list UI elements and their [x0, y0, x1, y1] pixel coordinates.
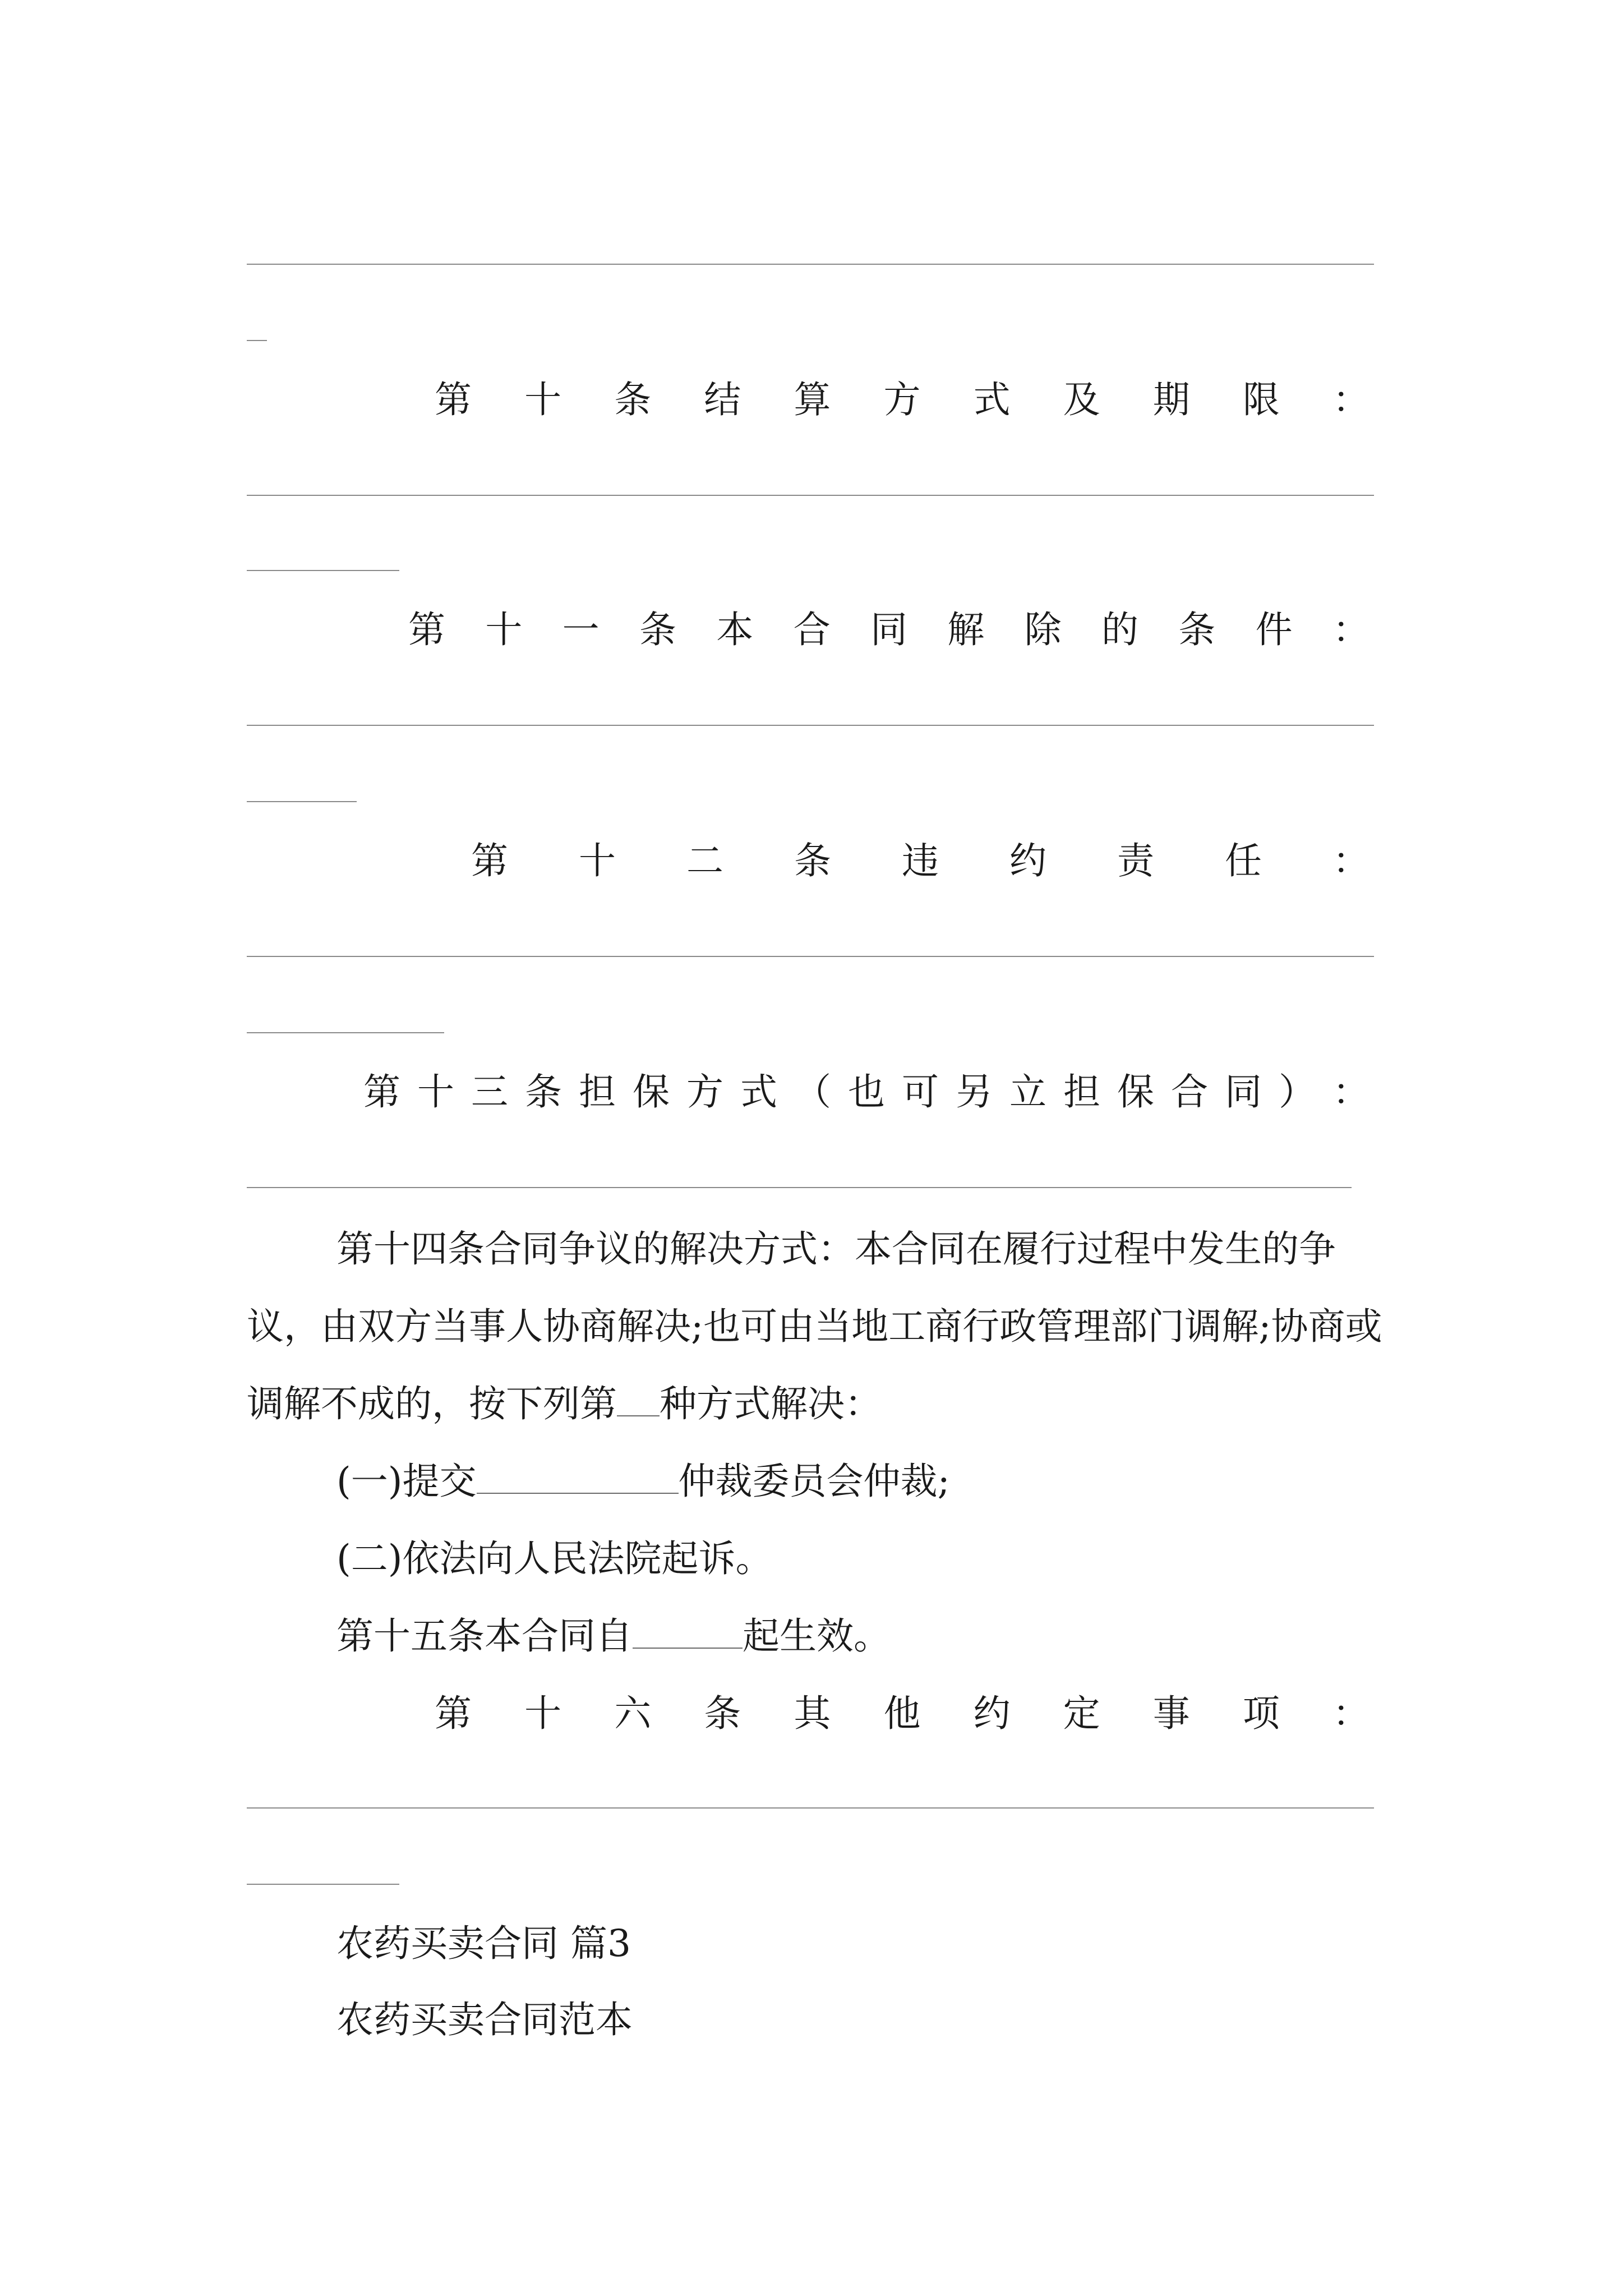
- heading-char: ：: [1332, 839, 1370, 882]
- heading-char: （: [794, 1070, 831, 1114]
- heading-char: 定: [1063, 1692, 1100, 1735]
- heading-char: 约: [973, 1692, 1011, 1735]
- article-14-paragraph: 第十四条合同争议的解决方式：本合同在履行过程中发生的争议，由双方当事人协商解决;也可由当地工商行政管理部门调解;协商或调解不成的，按下列第 种方式解决：: [247, 1227, 1382, 1425]
- effective-date-blank: [633, 1614, 743, 1649]
- fill-in-line-tail: [247, 801, 357, 802]
- heading-char: ：: [1332, 608, 1370, 651]
- fill-in-line: [247, 264, 1374, 265]
- fill-in-line: [247, 725, 1374, 726]
- heading-char: 同: [870, 608, 907, 651]
- heading-char: 解: [947, 608, 985, 651]
- heading-char: 条: [639, 608, 676, 651]
- heading-char: 式: [973, 378, 1011, 421]
- article-15-paragraph: 第十五条本合同自 起生效。: [336, 1614, 891, 1658]
- heading-char: 十: [524, 1692, 562, 1735]
- heading-char: 责: [1117, 839, 1154, 882]
- heading-char: 十: [579, 839, 616, 882]
- heading-char: 也: [848, 1070, 885, 1114]
- heading-char: 方: [883, 378, 921, 421]
- heading-char: 担: [1063, 1070, 1100, 1114]
- heading-char: 第: [435, 1692, 472, 1735]
- heading-char: 件: [1255, 608, 1293, 651]
- heading-char: 条: [704, 1692, 741, 1735]
- heading-char: 限: [1242, 378, 1280, 421]
- heading-char: 同: [1225, 1070, 1262, 1114]
- article-16-heading: [435, 1688, 1370, 1739]
- fill-in-line-tail: [247, 1884, 399, 1885]
- heading-char: ：: [1332, 1692, 1370, 1735]
- heading-char: 担: [579, 1070, 616, 1114]
- section-heading: 农药买卖合同 篇3: [336, 1922, 631, 1965]
- heading-char: 除: [1024, 608, 1062, 651]
- heading-char: 合: [1171, 1070, 1208, 1114]
- heading-char: 条: [794, 839, 831, 882]
- fill-in-line-tail: [247, 570, 399, 571]
- heading-char: 十: [485, 608, 523, 651]
- contract-body: [247, 1211, 1387, 1675]
- fill-in-line: [247, 1807, 1374, 1809]
- heading-char: 条: [525, 1070, 562, 1114]
- heading-char: 结: [704, 378, 741, 421]
- heading-char: 约: [1009, 839, 1046, 882]
- heading-char: 其: [794, 1692, 831, 1735]
- option-number-blank: [617, 1382, 660, 1416]
- heading-char: 第: [471, 839, 508, 882]
- heading-char: 及: [1063, 378, 1100, 421]
- heading-char: 期: [1152, 378, 1190, 421]
- template-title: 农药买卖合同范本: [336, 1998, 633, 2041]
- heading-char: 第: [363, 1070, 400, 1114]
- heading-char: 他: [883, 1692, 921, 1735]
- fill-in-line: [247, 495, 1374, 496]
- heading-char: ：: [1332, 1070, 1370, 1114]
- heading-char: 方: [686, 1070, 723, 1114]
- arbitration-commission-blank: [477, 1459, 679, 1494]
- heading-char: 另: [956, 1070, 993, 1114]
- article-11-heading: [408, 605, 1370, 655]
- heading-char: 三: [471, 1070, 508, 1114]
- heading-char: 合: [793, 608, 831, 651]
- heading-char: ：: [1332, 378, 1370, 421]
- heading-char: 算: [794, 378, 831, 421]
- heading-char: 式: [740, 1070, 777, 1114]
- heading-char: 第: [408, 608, 445, 651]
- heading-char: 条: [614, 378, 652, 421]
- article-12-heading: [471, 836, 1370, 886]
- heading-char: 保: [633, 1070, 670, 1114]
- fill-in-line-tail: [247, 1032, 444, 1033]
- heading-char: 事: [1152, 1692, 1190, 1735]
- heading-char: 一: [562, 608, 600, 651]
- heading-char: 项: [1242, 1692, 1280, 1735]
- heading-char: 六: [614, 1692, 652, 1735]
- option-2: (二)依法向人民法院起诉。: [336, 1537, 773, 1580]
- heading-char: ）: [1279, 1070, 1316, 1114]
- article-10-heading: [435, 375, 1370, 425]
- fill-in-line: [247, 956, 1374, 957]
- heading-char: 违: [902, 839, 939, 882]
- heading-char: 任: [1225, 839, 1262, 882]
- option-1: (一)提交 仲裁委员会仲裁;: [336, 1460, 950, 1503]
- heading-char: 立: [1009, 1070, 1046, 1114]
- fill-in-line-tail: [247, 340, 267, 341]
- fill-in-line: [247, 1187, 1352, 1188]
- heading-char: 第: [435, 378, 472, 421]
- heading-char: 十: [524, 378, 562, 421]
- heading-char: 保: [1117, 1070, 1154, 1114]
- heading-char: 的: [1101, 608, 1138, 651]
- article-13-heading: [363, 1067, 1370, 1117]
- heading-char: 二: [686, 839, 723, 882]
- heading-char: 可: [902, 1070, 939, 1114]
- heading-char: 本: [716, 608, 754, 651]
- heading-char: 十: [417, 1070, 454, 1114]
- heading-char: 条: [1178, 608, 1216, 651]
